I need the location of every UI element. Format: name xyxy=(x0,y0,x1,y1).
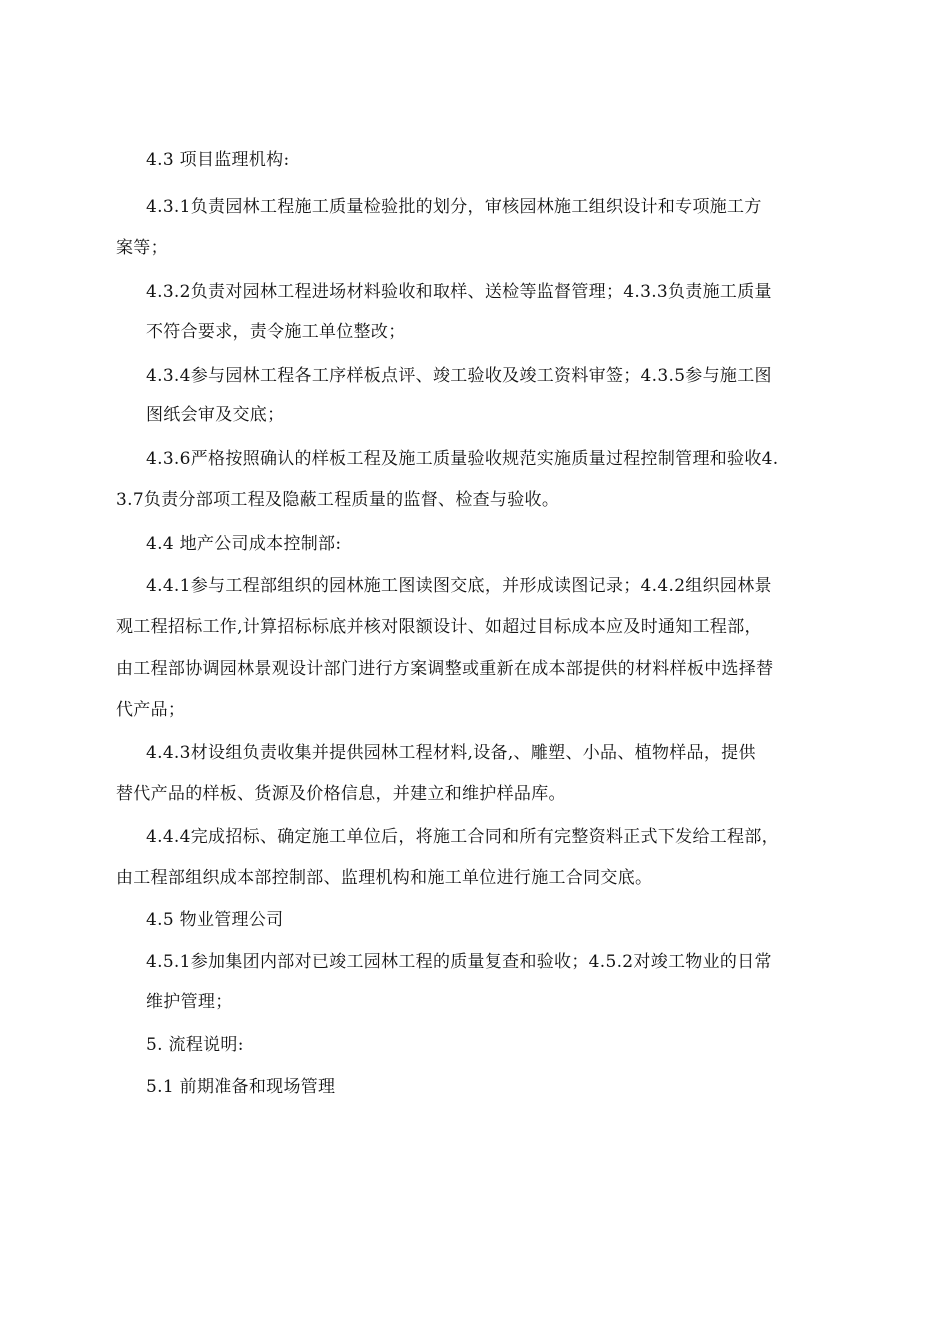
paragraph-line: 由工程部组织成本部控制部、监理机构和施工单位进行施工合同交底。 xyxy=(116,868,653,888)
paragraph-line: 4.3.6严格按照确认的样板工程及施工质量验收规范实施质量过程控制管理和验收4. xyxy=(146,449,779,469)
paragraph-line: 4.5.1参加集团内部对已竣工园林工程的质量复查和验收；4.5.2对竣工物业的日常 xyxy=(146,952,772,972)
paragraph-line: 4.3.4参与园林工程各工序样板点评、竣工验收及竣工资料审签；4.3.5参与施工图 xyxy=(146,366,772,386)
heading-4-3: 4.3 项目监理机构: xyxy=(146,150,290,170)
paragraph-line: 维护管理； xyxy=(146,992,233,1012)
paragraph-line: 4.4.4完成招标、确定施工单位后，将施工合同和所有完整资料正式下发给工程部， xyxy=(146,827,779,847)
heading-4-4: 4.4 地产公司成本控制部: xyxy=(146,534,342,554)
heading-4-5: 4.5 物业管理公司 xyxy=(146,910,284,930)
paragraph-line: 图纸会审及交底； xyxy=(146,405,285,425)
paragraph-line: 4.4.3材设组负责收集并提供园林工程材料,设备,、雕塑、小品、植物样品，提供 xyxy=(146,743,756,763)
paragraph-line: 替代产品的样板、货源及价格信息，并建立和维护样品库。 xyxy=(116,784,566,804)
paragraph-line: 代产品； xyxy=(116,700,186,720)
heading-5-1: 5.1 前期准备和现场管理 xyxy=(146,1077,336,1097)
paragraph-line: 由工程部协调园林景观设计部门进行方案调整或重新在成本部提供的材料样板中选择替 xyxy=(116,659,774,679)
paragraph-line: 4.3.2负责对园林工程进场材料验收和取样、送检等监督管理；4.3.3负责施工质量 xyxy=(146,282,772,302)
paragraph-line: 案等； xyxy=(116,238,168,258)
paragraph-line: 4.3.1负责园林工程施工质量检验批的划分，审核园林施工组织设计和专项施工方 xyxy=(146,197,762,217)
paragraph-line: 不符合要求，责令施工单位整改； xyxy=(146,322,406,342)
paragraph-line: 4.4.1参与工程部组织的园林施工图读图交底，并形成读图记录；4.4.2组织园林景 xyxy=(146,576,772,596)
paragraph-line: 3.7负责分部项工程及隐蔽工程质量的监督、检查与验收。 xyxy=(116,490,560,510)
heading-5: 5. 流程说明: xyxy=(146,1035,244,1055)
paragraph-line: 观工程招标工作,计算招标标底并核对限额设计、如超过目标成本应及时通知工程部， xyxy=(116,617,762,637)
